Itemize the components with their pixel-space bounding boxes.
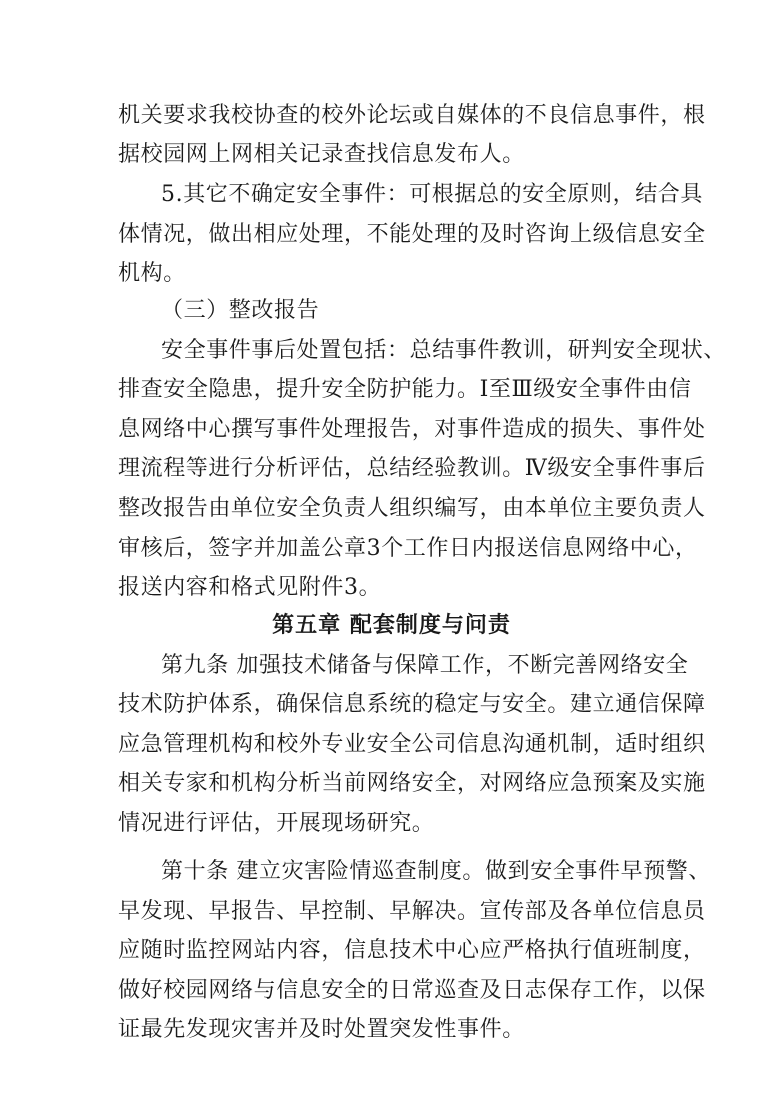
article-nine-line-2: 技术防护体系，确保信息系统的稳定与安全。建立通信保障 — [118, 692, 706, 717]
article-ten-line-4: 做好校园网络与信息安全的日常巡查及日志保存工作，以保 — [118, 978, 706, 1003]
body-line-2: 据校园网上网相关记录查找信息发布人。 — [118, 142, 525, 167]
chapter-heading: 第五章 配套制度与问责 — [272, 613, 511, 638]
article-nine-line-1: 第九条 加强技术储备与保障工作，不断完善网络安全 — [161, 653, 689, 678]
article-ten-line-5: 证最先发现灾害并及时处置突发性事件。 — [118, 1017, 525, 1042]
body-line-12: 审核后，签字并加盖公章3个工作日内报送信息网络中心， — [118, 536, 698, 561]
body-line-5: 机构。 — [118, 261, 186, 286]
article-ten-line-2: 早发现、早报告、早控制、早解决。宣传部及各单位信息员 — [118, 899, 706, 924]
article-nine-line-4: 相关专家和机构分析当前网络安全，对网络应急预案及实施 — [118, 771, 706, 796]
article-ten-line-3: 应随时监控网站内容，信息技术中心应严格执行值班制度， — [118, 938, 706, 963]
body-line-13: 报送内容和格式见附件3。 — [118, 575, 382, 600]
body-line-1: 机关要求我校协查的校外论坛或自媒体的不良信息事件，根 — [118, 103, 706, 128]
body-line-4: 体情况，做出相应处理，不能处理的及时咨询上级信息安全 — [118, 222, 706, 247]
article-nine-line-5: 情况进行评估，开展现场研究。 — [118, 811, 435, 836]
body-line-9: 息网络中心撰写事件处理报告，对事件造成的损失、事件处 — [118, 417, 706, 442]
body-line-11: 整改报告由单位安全负责人组织编写，由本单位主要负责人 — [118, 496, 706, 521]
article-nine-line-3: 应急管理机构和校外专业安全公司信息沟通机制，适时组织 — [118, 732, 706, 757]
article-ten-line-1: 第十条 建立灾害险情巡查制度。做到安全事件早预警、 — [161, 859, 711, 884]
body-line-8: 排查安全隐患，提升安全防护能力。Ⅰ至Ⅲ级安全事件由信 — [118, 377, 692, 402]
section-heading: （三）整改报告 — [161, 298, 320, 323]
body-line-7: 安全事件事后处置包括：总结事件教训，研判安全现状、 — [161, 338, 727, 363]
body-line-10: 理流程等进行分析评估，总结经验教训。Ⅳ级安全事件事后 — [118, 456, 706, 481]
body-line-3: 5.其它不确定安全事件：可根据总的安全原则，结合具 — [161, 182, 703, 207]
